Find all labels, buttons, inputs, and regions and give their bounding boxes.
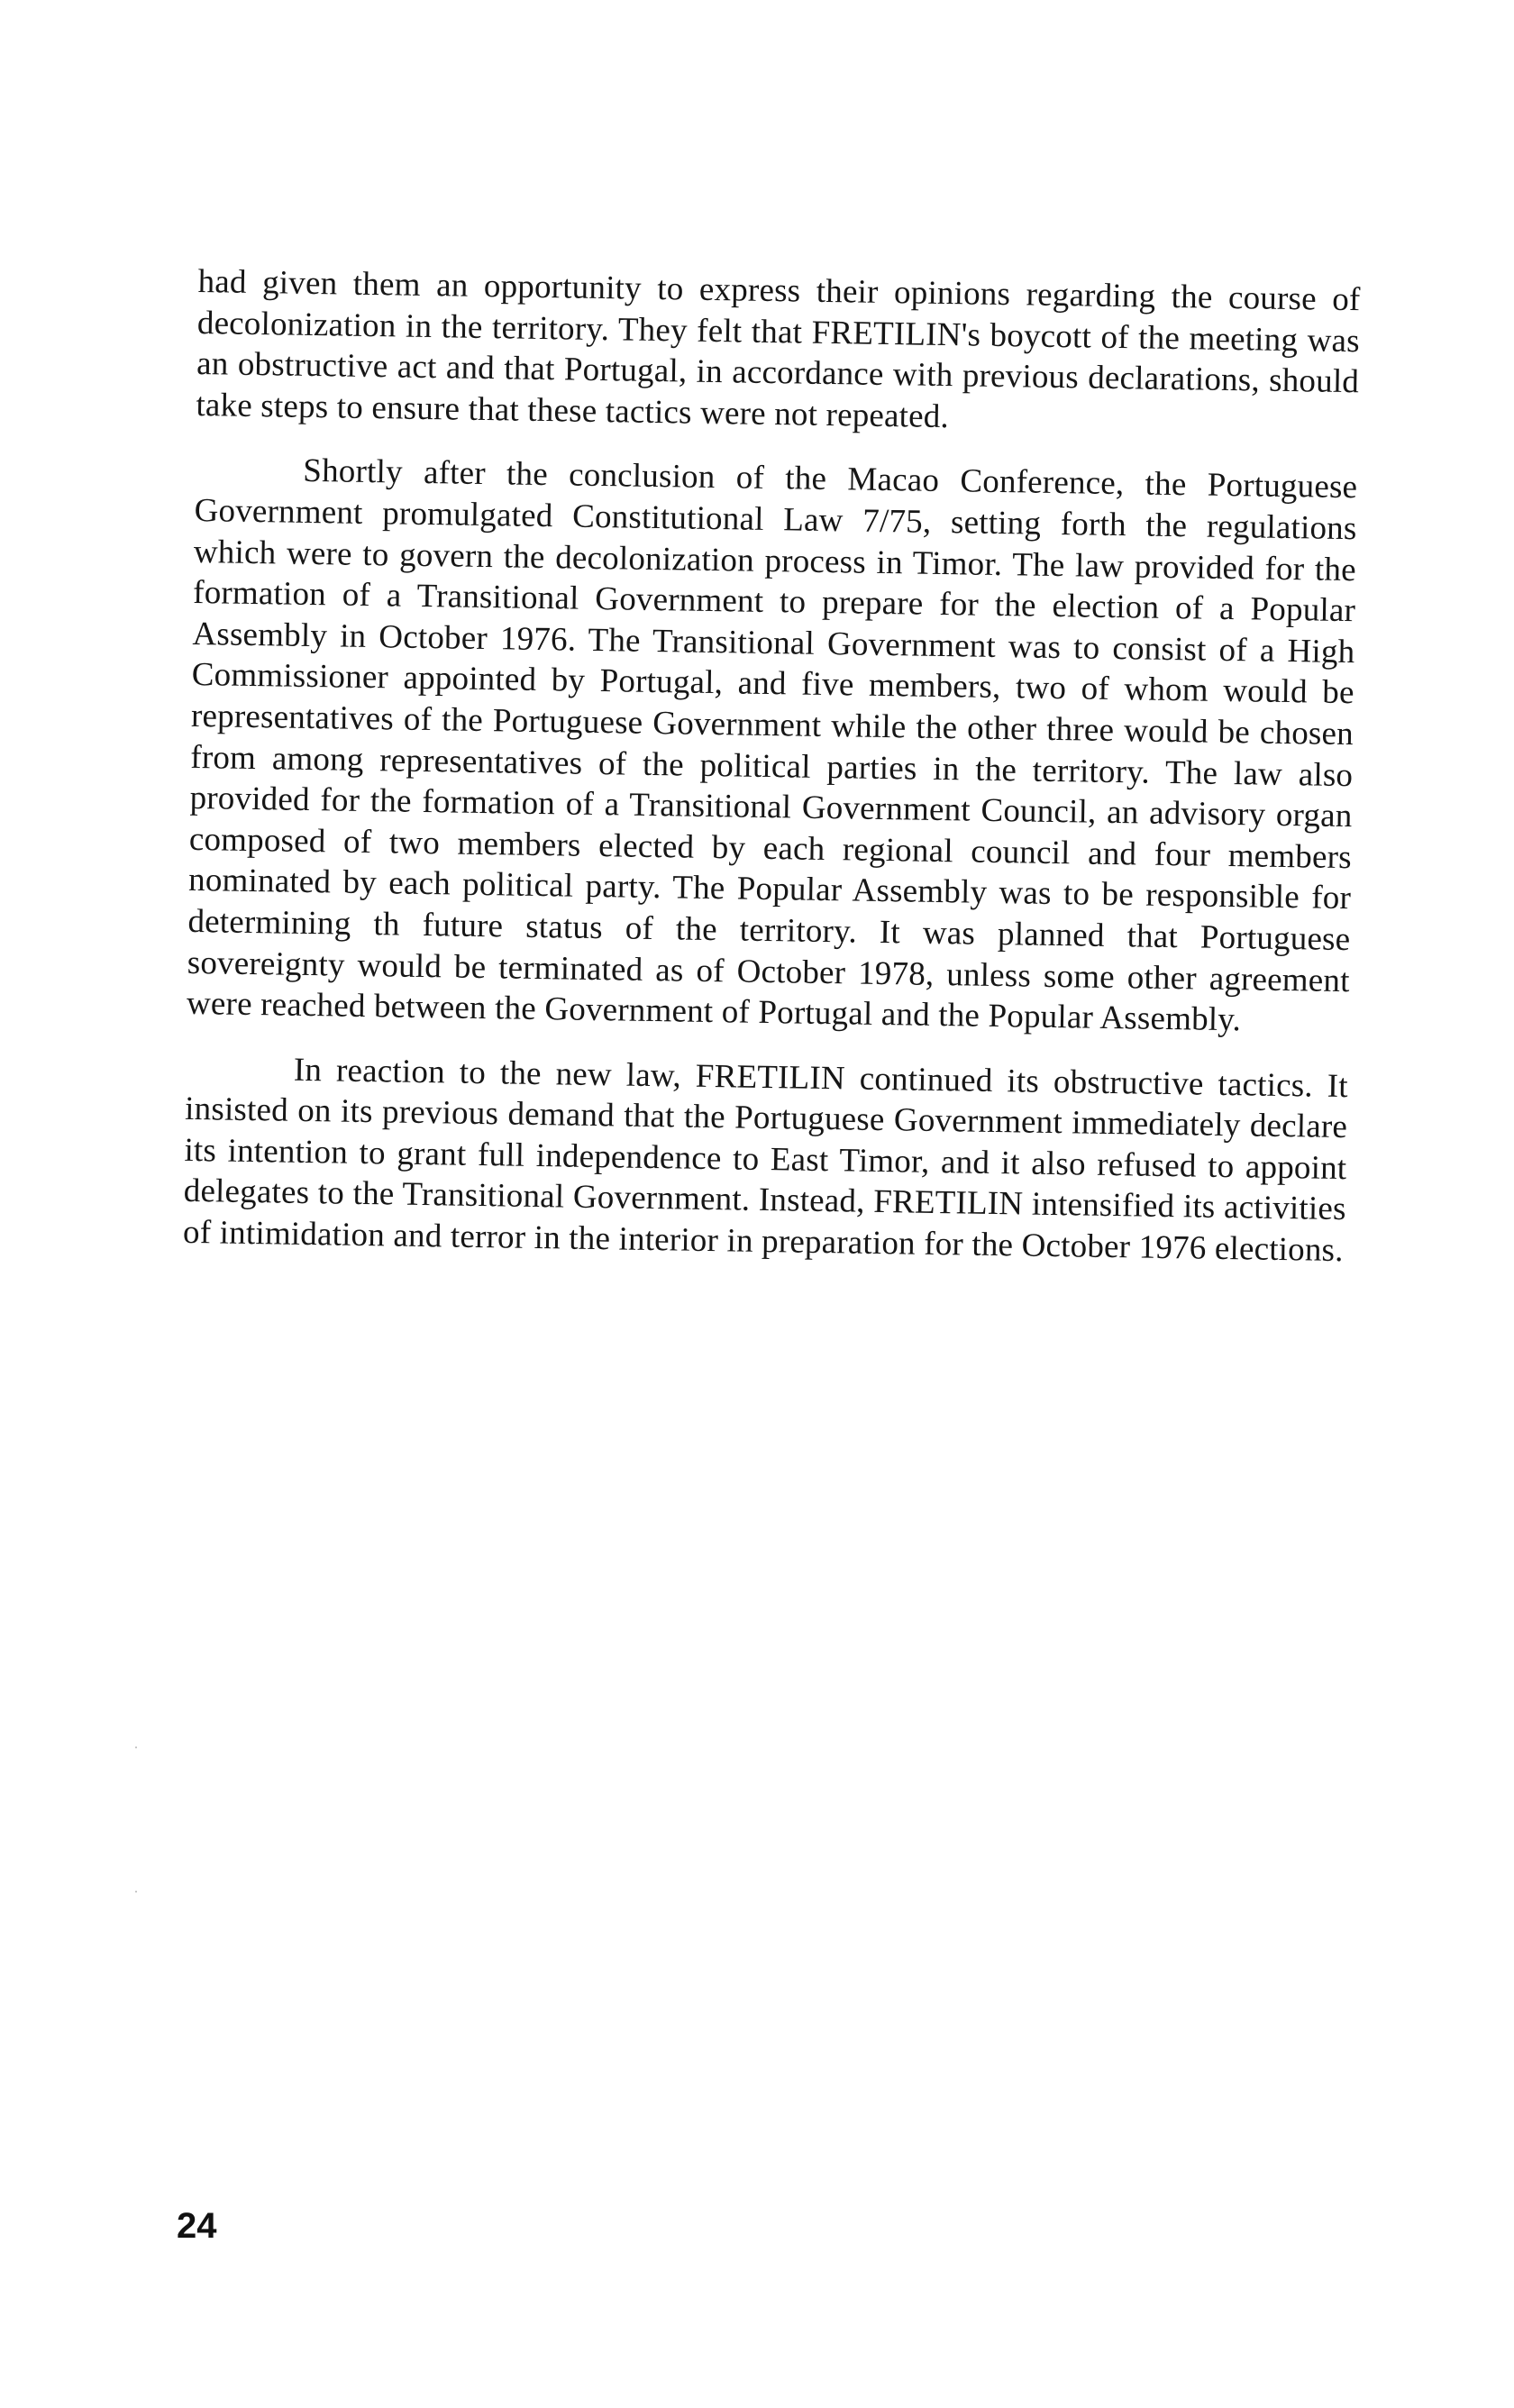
scan-speck <box>135 1891 137 1893</box>
page-number: 24 <box>177 2206 217 2246</box>
paragraph-2: Shortly after the conclusion of the Macao Conference, the Portuguese Government promulgated Constitutional Law 7/75, setting forth the regulations which were to govern the decolonization process in Timor. The law provided for the formation of a Transitional Government to prepare for the election of a Popular Assembly in October 1976. The Transitional Government was to consist of a High Commissioner appointed by Portugal, and five members, two of whom would be representatives of the Portuguese Government while the other three would be chosen from among representatives of the political parties in the territory. The law also provided for the formation of a Transitional Government Council, an advisory organ composed of two members elected by each regional council and four members nominated by each political party. The Popular Assembly was to be responsible for determining th future status of the territory. It was planned that Portuguese sovereignty would be terminated as of October 1978, unless some other agreement were reached between the Government of Portugal and the Popular Assembly. <box>186 452 1358 1039</box>
paragraph-1: had given them an opportunity to express their opinions regarding the course of decolonization in the territory. They felt that FRETILIN's boycott of the meeting was an obstructive act and that Portugal, in accordance with previous declarations, should take steps to ensure that these tactics were not repeated. <box>196 262 1361 435</box>
scan-speck <box>135 1747 137 1748</box>
body-text <box>183 261 1361 1272</box>
paragraph-3: In reaction to the new law, FRETILIN continued its obstructive tactics. It insisted on its previous demand that the Portuguese Government immediately declare its intention to grant full independence to East Timor, and it also refused to appoint delegates to the Transitional Government. Instead, FRETILIN intensified its activities of intimidation and terror in the interior in preparation for the October 1976 elections. <box>182 1051 1349 1270</box>
